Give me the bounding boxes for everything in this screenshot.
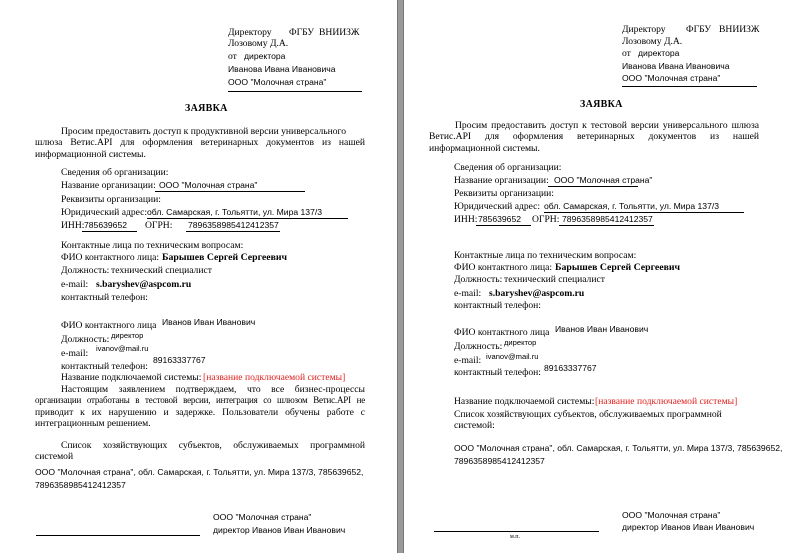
inn-label: ИНН: [454,214,478,225]
ogrn-label: ОГРН: [532,214,560,225]
inn-value: 785639652 [478,214,522,224]
signature-line [36,535,200,536]
subjects-paragraph [35,440,365,463]
requisites-label: Реквизиты организации: [61,194,161,205]
contact1-position-value: технический специалист [504,274,605,285]
contact2-fio-value: Иванов Иван Иванович [162,317,256,327]
from-role: директора [244,51,286,61]
contact2-phone-value: 89163337767 [544,363,597,373]
subjects-line: системой: [454,420,495,432]
addressee-org-name: ВНИИЗЖ [319,27,360,38]
intro-line: Просим предоставить доступ к продуктивной версии универсального [61,126,347,137]
address-label: Юридический адрес: [454,201,541,212]
contact2-phone-value: 89163337767 [153,355,206,365]
intro-line: шлюза Ветис.API для оформления ветеринарных документов из нашей [35,137,365,149]
addressee-name: Лозовому Д.А. [228,38,289,49]
org-name-label: Название организации: [61,180,156,191]
ogrn-underline [186,231,280,232]
contact2-position-value: директор [111,331,144,340]
system-value: [название подключаемой системы] [203,372,346,383]
from-org: ООО "Молочная страна" [228,77,327,87]
from-word: от [228,51,237,62]
intro-paragraph [429,120,759,154]
subject-line: 7896358985412412357 [35,480,126,490]
system-label: Название подключаемой системы: [61,372,202,383]
subject-line: 7896358985412412357 [454,456,545,466]
signature-org: ООО "Молочная страна" [622,510,721,520]
contact2-position-label: Должность: [454,341,503,352]
signature-name: директор Иванов Иван Иванович [213,525,346,535]
contact1-position-label: Должность: [61,265,110,276]
confirm-paragraph [35,384,365,429]
org-info-heading: Сведения об организации: [61,167,169,178]
from-org: ООО "Молочная страна" [622,73,721,83]
subjects-paragraph [454,409,744,432]
ogrn-underline [559,225,654,226]
system-label: Название подключаемой системы: [454,396,595,407]
intro-line: Ветис.API для оформления ветеринарных документов из нашей [429,131,759,143]
ogrn-label: ОГРН: [145,220,173,231]
signature-name: директор Иванов Иван Иванович [622,522,755,532]
confirm-line: интеграционным решением. [35,417,151,429]
address-underline [544,212,744,213]
contact1-position-value: технический специалист [111,265,212,276]
inn-underline [476,225,531,226]
contact2-email-label: e-mail: [454,355,482,366]
contact1-email-value: s.baryshev@aspcom.ru [489,288,585,299]
subject-line: ООО "Молочная страна", обл. Самарская, г. Тольятти, ул. Мира 137/3, 785639652, [454,443,783,453]
requisites-label: Реквизиты организации: [454,188,554,199]
addressee-title: Директору [622,24,666,35]
from-word: от [622,48,631,59]
header-underline [622,86,757,87]
subjects-line: Список хозяйствующих субъектов, обслуживаемых программной [454,409,722,420]
system-value: [название подключаемой системы] [595,396,738,407]
contact2-fio-label: ФИО контактного лица [454,327,550,338]
contact1-fio-value: Барышев Сергей Сергеевич [555,262,681,273]
contact2-fio-value: Иванов Иван Иванович [555,324,649,334]
inn-label: ИНН: [61,220,85,231]
from-name: Иванова Ивана Ивановича [622,61,730,71]
confirm-line: организации отработаны в тестовой версии, интеграция со шлюзом Ветис.API не [35,395,365,406]
addressee-org-name: ВНИИЗЖ [719,24,760,35]
intro-line: информационной системы. [35,148,146,160]
contact1-position-label: Должность: [454,274,503,285]
ogrn-value: 7896358985412412357 [188,220,279,230]
inn-value: 785639652 [84,220,128,230]
contact2-email-value: ivanov@mail.ru [486,352,539,361]
addressee-org-short: ФГБУ [686,24,712,35]
contact2-email-label: e-mail: [61,348,89,359]
contact1-fio-value: Барышев Сергей Сергеевич [162,252,288,263]
address-underline [147,218,348,219]
from-role: директора [638,48,680,58]
org-name-value: ООО "Молочная страна" [554,175,653,185]
org-name-label: Название организации: [454,175,549,186]
address-label: Юридический адрес: [61,207,148,218]
contacts-heading: Контактные лица по техническим вопросам: [61,240,244,251]
header-underline [228,91,362,92]
contact1-email-label: e-mail: [454,288,482,299]
intro-line: Просим предоставить доступ к тестовой версии универсального шлюза [455,120,759,131]
inn-underline [82,231,137,232]
contact2-position-value: директор [504,338,537,347]
org-info-heading: Сведения об организации: [454,162,562,173]
addressee-title: Директору [228,27,272,38]
document-title: ЗАЯВКА [185,103,228,114]
subjects-line: системой [35,451,74,463]
stamp-caption: м.п. [510,534,521,540]
subjects-line: Список хозяйствующих субъектов, обслуживаемых программной [61,440,365,451]
contact2-position-label: Должность: [61,334,110,345]
contact1-phone-label: контактный телефон: [454,300,541,311]
contact1-phone-label: контактный телефон: [61,292,148,303]
document-title: ЗАЯВКА [580,99,623,110]
intro-paragraph [35,126,365,160]
address-value: обл. Самарская, г. Тольятти, ул. Мира 137/3 [147,207,323,217]
contacts-heading: Контактные лица по техническим вопросам: [454,250,637,261]
contact1-fio-label: ФИО контактного лица: [61,252,160,263]
contact2-phone-label: контактный телефон: [61,361,148,372]
ogrn-value: 7896358985412412357 [562,214,653,224]
from-name: Иванова Ивана Ивановича [228,64,336,74]
signature-org: ООО "Молочная страна" [213,512,312,522]
contact2-fio-label: ФИО контактного лица [61,320,157,331]
contact2-phone-label: контактный телефон: [454,367,541,378]
addressee-name: Лозовому Д.А. [622,36,683,47]
org-name-underline [155,191,305,192]
address-value: обл. Самарская, г. Тольятти, ул. Мира 137/3 [544,201,720,211]
contact2-email-value: ivanov@mail.ru [96,344,149,353]
confirm-line: приводит к их нарушению и задержке. Пользователи обучены работе с [35,406,365,418]
org-name-value: ООО "Молочная страна" [159,180,258,190]
contact1-fio-label: ФИО контактного лица: [454,262,553,273]
contact1-email-label: e-mail: [61,279,89,290]
contact1-email-value: s.baryshev@aspcom.ru [96,279,192,290]
confirm-line: Настоящим заявлением подтверждаем, что все бизнес-процессы [61,384,365,395]
document-page-2 [403,0,800,553]
org-name-underline [548,186,638,187]
intro-line: информационной системы. [429,142,540,154]
subject-line: ООО "Молочная страна", обл. Самарская, г. Тольятти, ул. Мира 137/3, 785639652, [35,467,364,477]
addressee-org-short: ФГБУ [289,27,315,38]
document-page-1 [0,0,398,553]
